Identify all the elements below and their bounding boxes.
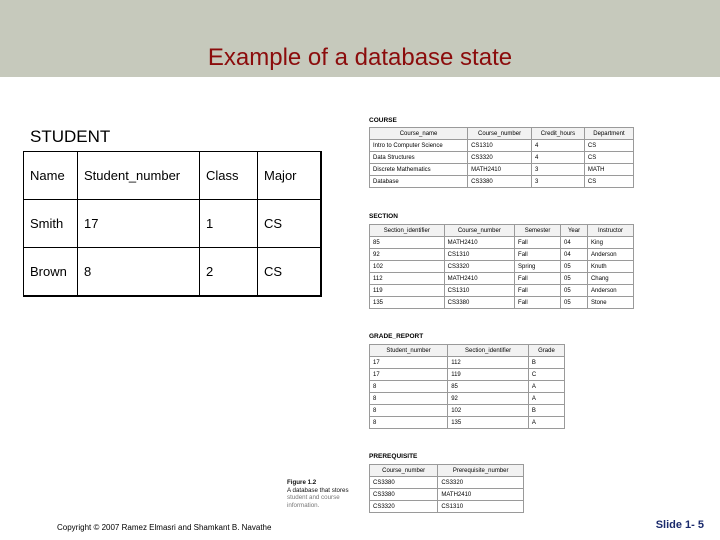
table-cell: MATH2410 (444, 237, 514, 249)
table-row (370, 237, 634, 249)
column-header: Student_number (370, 345, 448, 357)
student-table (23, 151, 322, 297)
table-cell: CS3320 (370, 501, 438, 513)
grade-report-table (369, 344, 565, 429)
table-header-row (370, 225, 634, 237)
table-cell: Fall (515, 249, 561, 261)
table-row (370, 249, 634, 261)
column-header: Semester (515, 225, 561, 237)
table-cell: 04 (561, 249, 588, 261)
table-cell: Anderson (587, 249, 633, 261)
table-cell: 102 (448, 405, 529, 417)
table-row (370, 357, 565, 369)
column-header: Course_number (370, 465, 438, 477)
column-header: Credit_hours (532, 128, 585, 140)
table-cell: CS3320 (468, 152, 532, 164)
table-cell: King (587, 237, 633, 249)
table-cell: CS1310 (438, 501, 524, 513)
table-cell: Intro to Computer Science (370, 140, 468, 152)
table-cell: CS1310 (444, 285, 514, 297)
table-cell: Brown (24, 248, 78, 297)
table-cell: 05 (561, 285, 588, 297)
table-header-row (24, 152, 322, 200)
table-cell: 04 (561, 237, 588, 249)
table-cell: CS1310 (468, 140, 532, 152)
column-header: Instructor (587, 225, 633, 237)
table-cell: 92 (370, 249, 445, 261)
table-cell: Chang (587, 273, 633, 285)
table-cell: Knuth (587, 261, 633, 273)
table-cell: A (528, 381, 564, 393)
column-header: Year (561, 225, 588, 237)
student-heading: STUDENT (30, 127, 111, 146)
table-cell: 8 (370, 417, 448, 429)
table-cell: 102 (370, 261, 445, 273)
table-cell: Database (370, 176, 468, 188)
figure-caption-text: A database that stores (287, 486, 349, 494)
table-cell: Stone (587, 297, 633, 309)
table-row (370, 176, 634, 188)
table-cell: MATH (584, 164, 633, 176)
column-header: Department (584, 128, 633, 140)
table-row (24, 248, 322, 297)
table-cell: CS (258, 200, 322, 248)
table-row (370, 140, 634, 152)
copyright-text: Copyright © 2007 Ramez Elmasri and Shamkant B. Navathe (57, 523, 272, 532)
prerequisite-table (369, 464, 524, 513)
table-cell: 17 (370, 369, 448, 381)
table-cell: CS3320 (438, 477, 524, 489)
table-cell: CS (584, 152, 633, 164)
table-cell: 05 (561, 297, 588, 309)
table-cell: 3 (532, 176, 585, 188)
column-header: Section_identifier (448, 345, 529, 357)
table-cell: Fall (515, 285, 561, 297)
table-cell: A (528, 393, 564, 405)
table-cell: 85 (448, 381, 529, 393)
table-row (370, 369, 565, 381)
table-cell: Fall (515, 237, 561, 249)
table-cell: Spring (515, 261, 561, 273)
table-cell: Smith (24, 200, 78, 248)
table-cell: 17 (78, 200, 200, 248)
table-cell: C (528, 369, 564, 381)
table-cell: Fall (515, 273, 561, 285)
table-cell: Anderson (587, 285, 633, 297)
table-cell: 1 (200, 200, 258, 248)
column-header: Prerequisite_number (438, 465, 524, 477)
table-cell: CS (584, 140, 633, 152)
column-header: Major (258, 152, 322, 200)
table-cell: 05 (561, 273, 588, 285)
slide-title: Example of a database state (207, 44, 513, 71)
table-cell: B (528, 357, 564, 369)
table-cell: Discrete Mathematics (370, 164, 468, 176)
figure-caption-faded: student and course information. (287, 494, 340, 509)
figure-caption-label: Figure 1.2 (287, 479, 317, 486)
table-cell: 3 (532, 164, 585, 176)
slide-number: Slide 1- 5 (655, 519, 704, 531)
table-cell: 2 (200, 248, 258, 297)
course-table (369, 127, 634, 188)
table-cell: CS1310 (444, 249, 514, 261)
table-cell: 05 (561, 261, 588, 273)
grade-report-title: GRADE_REPORT (369, 333, 424, 340)
table-cell: 4 (532, 152, 585, 164)
table-cell: MATH2410 (438, 489, 524, 501)
table-row (370, 273, 634, 285)
table-cell: 8 (78, 248, 200, 297)
figure-caption (287, 479, 367, 509)
table-cell: Fall (515, 297, 561, 309)
table-cell: MATH2410 (468, 164, 532, 176)
table-cell: CS (258, 248, 322, 297)
table-header-row (370, 465, 524, 477)
column-header: Student_number (78, 152, 200, 200)
table-row (370, 489, 524, 501)
table-row (370, 152, 634, 164)
table-header-row (370, 128, 634, 140)
prerequisite-title: PREREQUISITE (369, 453, 418, 460)
table-cell: A (528, 417, 564, 429)
table-row (370, 393, 565, 405)
table-row (370, 477, 524, 489)
column-header: Section_identifier (370, 225, 445, 237)
table-cell: 135 (370, 297, 445, 309)
table-cell: B (528, 405, 564, 417)
table-cell: CS3380 (370, 477, 438, 489)
column-header: Class (200, 152, 258, 200)
table-row (370, 417, 565, 429)
table-cell: MATH2410 (444, 273, 514, 285)
table-cell: CS (584, 176, 633, 188)
column-header: Grade (528, 345, 564, 357)
table-cell: 85 (370, 237, 445, 249)
table-row (370, 405, 565, 417)
table-cell: Data Structures (370, 152, 468, 164)
table-row (370, 285, 634, 297)
column-header: Course_name (370, 128, 468, 140)
table-cell: 112 (448, 357, 529, 369)
table-cell: CS3380 (444, 297, 514, 309)
table-cell: 92 (448, 393, 529, 405)
course-title: COURSE (369, 117, 397, 124)
table-cell: CS3380 (468, 176, 532, 188)
table-cell: 112 (370, 273, 445, 285)
table-cell: 119 (370, 285, 445, 297)
table-cell: 135 (448, 417, 529, 429)
table-row (370, 261, 634, 273)
table-cell: 8 (370, 405, 448, 417)
table-cell: 17 (370, 357, 448, 369)
table-cell: CS3380 (370, 489, 438, 501)
table-cell: 8 (370, 393, 448, 405)
table-row (24, 200, 322, 248)
table-row (370, 297, 634, 309)
table-cell: CS3320 (444, 261, 514, 273)
table-cell: 4 (532, 140, 585, 152)
table-cell: 119 (448, 369, 529, 381)
table-header-row (370, 345, 565, 357)
section-table (369, 224, 634, 309)
column-header: Course_number (444, 225, 514, 237)
column-header: Course_number (468, 128, 532, 140)
table-row (370, 381, 565, 393)
table-row (370, 501, 524, 513)
table-row (370, 164, 634, 176)
table-cell: 8 (370, 381, 448, 393)
section-title: SECTION (369, 213, 398, 220)
column-header: Name (24, 152, 78, 200)
